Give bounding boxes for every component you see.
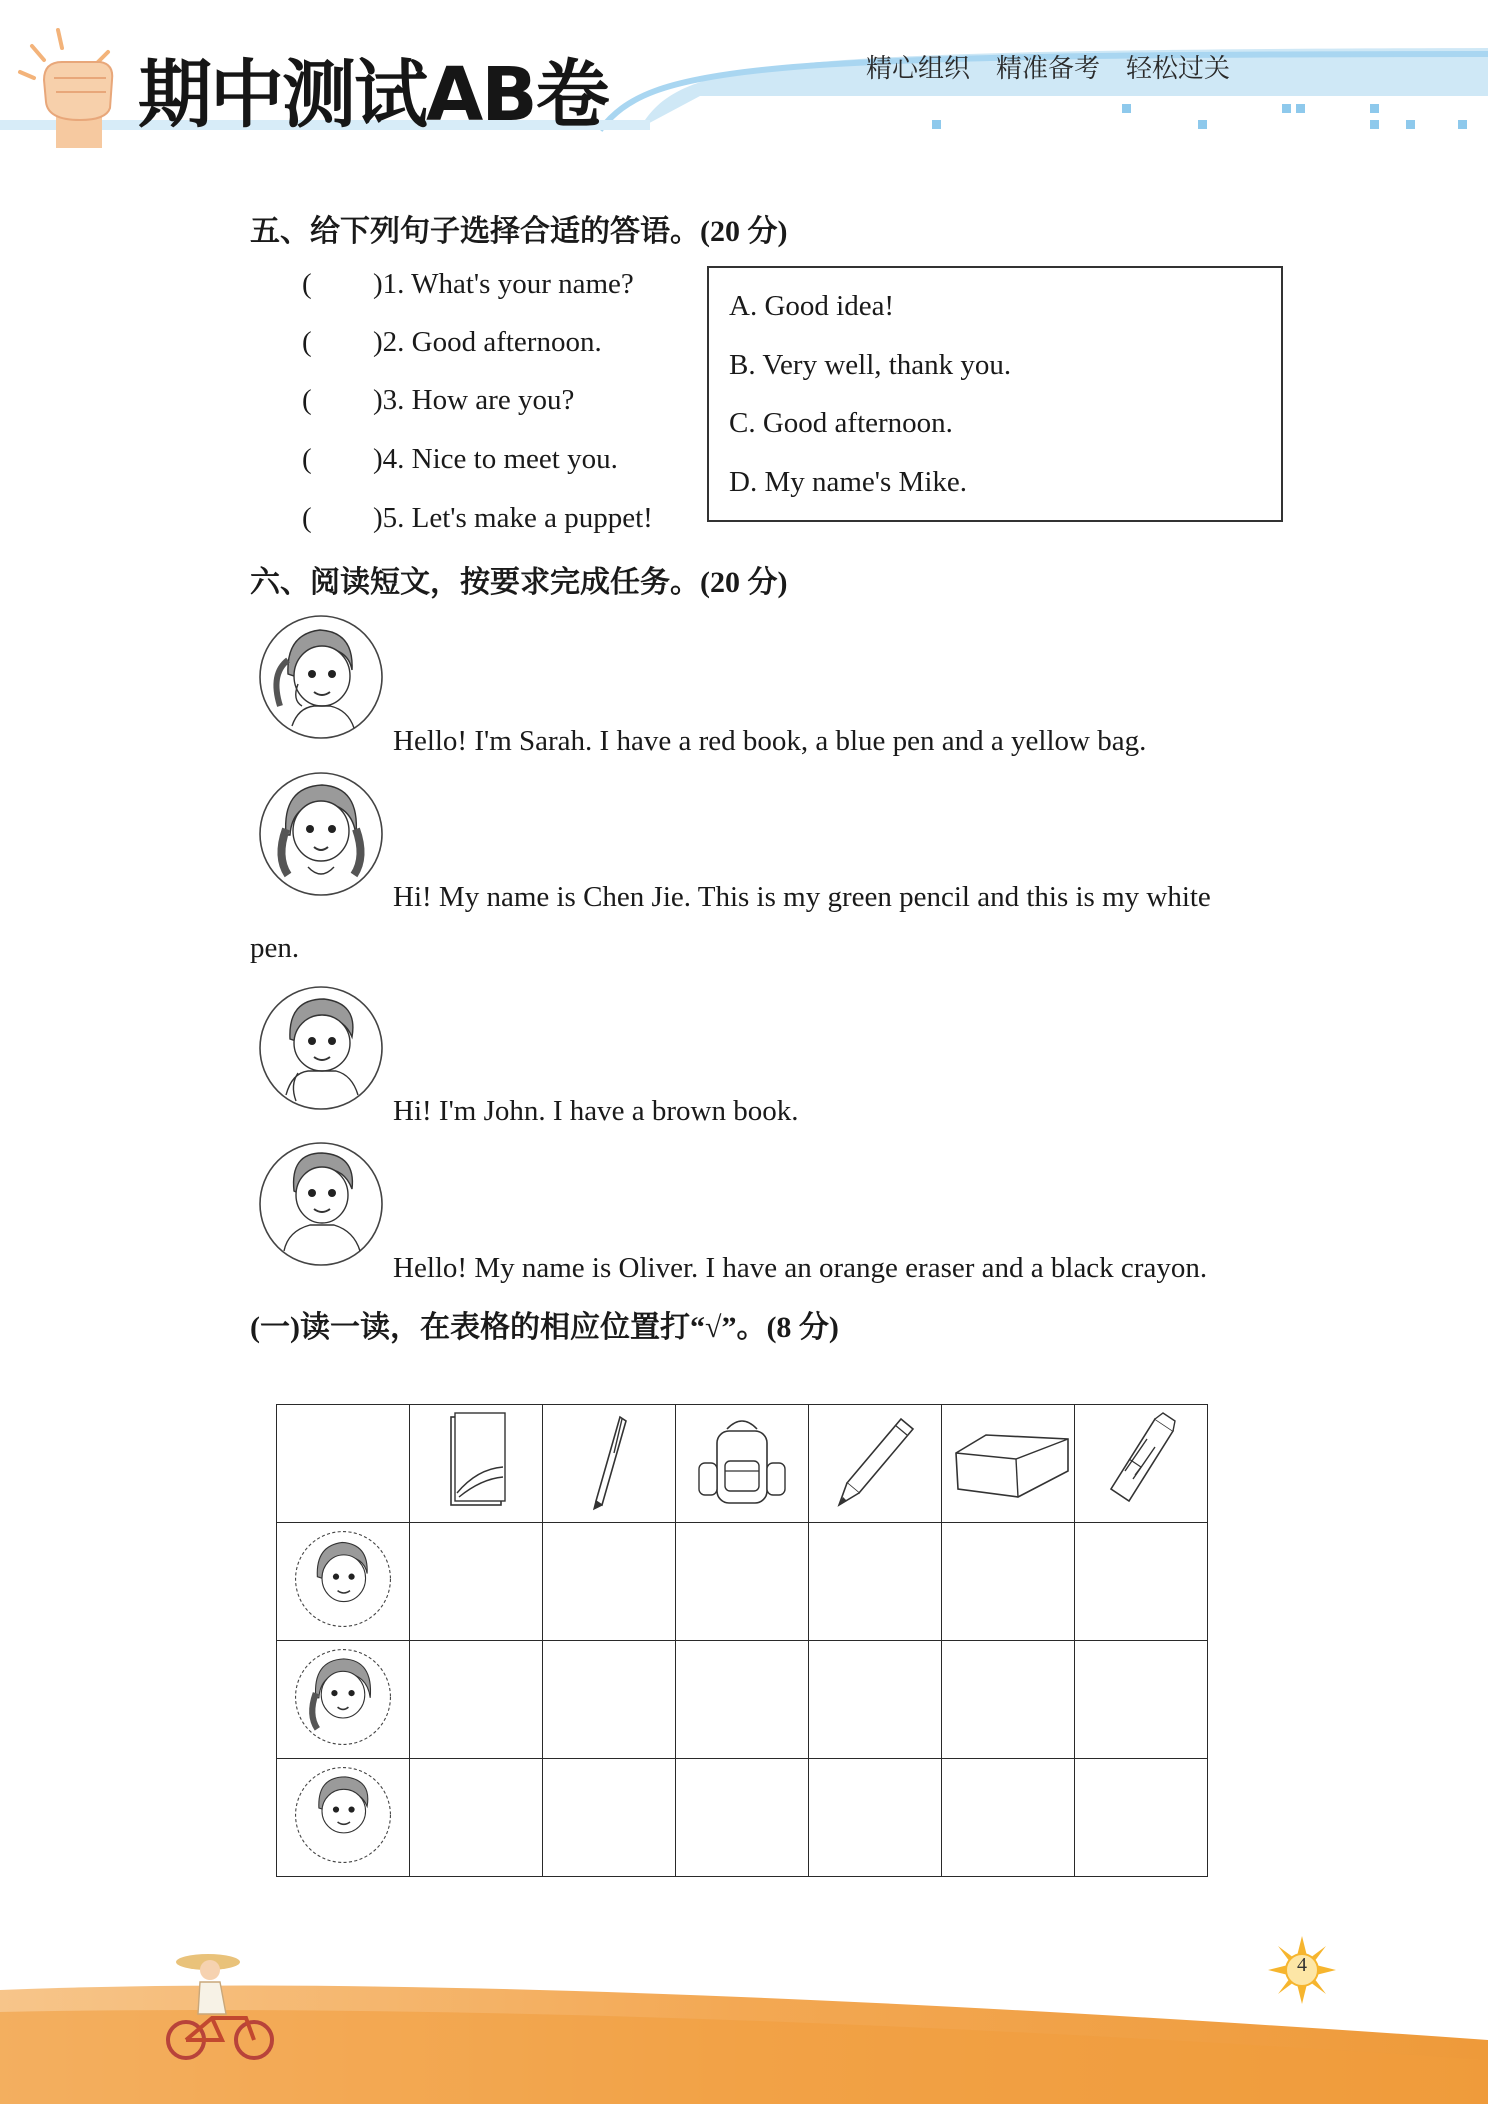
answer-cell[interactable] [543,1759,676,1877]
fist-logo-icon [10,22,130,150]
sarah-avatar [258,614,384,740]
table-header-cell [676,1405,809,1523]
passage-1: Hello! I'm Sarah. I have a red book, a blue pen and a yellow bag. [393,725,1147,757]
answer-cell[interactable] [543,1641,676,1759]
answer-cell[interactable] [543,1523,676,1641]
checklist-table [276,1404,1208,1877]
answer-cell[interactable] [809,1641,942,1759]
question-2: ( )2. Good afternoon. [302,326,602,358]
chen-jie-avatar [258,771,384,897]
table-header-cell [410,1405,543,1523]
pen-icon [564,1409,654,1513]
table-header-cell [1075,1405,1208,1523]
question-5: ( )5. Let's make a puppet! [302,502,653,534]
crayon-icon [1091,1409,1191,1513]
row-avatar-cell [277,1759,410,1877]
table-row [277,1759,1208,1877]
answer-cell[interactable] [942,1759,1075,1877]
table-row [277,1523,1208,1641]
table-corner-cell [277,1405,410,1523]
answer-cell[interactable] [1075,1523,1208,1641]
section-5-heading: 五、给下列句子选择合适的答语。(20 分) [250,215,788,248]
eraser-icon [946,1409,1070,1513]
passage-2-line-1: Hi! My name is Chen Jie. This is my green pencil and this is my white [393,881,1211,913]
passage-3: Hi! I'm John. I have a brown book. [393,1095,799,1127]
answer-cell[interactable] [1075,1641,1208,1759]
header-slogans [866,48,1256,85]
table-header-cell [809,1405,942,1523]
answer-cell[interactable] [410,1759,543,1877]
table-header-cell [543,1405,676,1523]
john-small-avatar [294,1766,392,1864]
answer-cell[interactable] [410,1523,543,1641]
option-c: C. Good afternoon. [729,407,953,439]
subtask-heading: (一)读一读，在表格的相应位置打“√”。(8 分) [250,1311,839,1344]
book-icon [431,1409,521,1513]
bag-icon [687,1409,797,1513]
answer-cell[interactable] [1075,1759,1208,1877]
slogan-1: 精心组织 [866,54,971,84]
john-avatar [258,985,384,1111]
slogan-2: 精准备考 [996,54,1101,84]
answer-cell[interactable] [676,1523,809,1641]
row-avatar-cell [277,1523,410,1641]
option-d: D. My name's Mike. [729,466,968,498]
cyclist-icon [156,1948,286,2064]
table-header-row [277,1405,1208,1523]
answer-cell[interactable] [809,1523,942,1641]
answer-cell[interactable] [676,1641,809,1759]
question-1: ( )1. What's your name? [302,268,634,300]
chen-jie-small-avatar [294,1648,392,1746]
answer-cell[interactable] [942,1523,1075,1641]
pencil-icon [825,1409,925,1513]
table-row [277,1641,1208,1759]
option-b: B. Very well, thank you. [729,349,1012,381]
slogan-3: 轻松过关 [1126,54,1231,84]
oliver-avatar [258,1141,384,1267]
page-number: 4 [1297,1954,1307,1976]
sarah-small-avatar [294,1530,392,1628]
row-avatar-cell [277,1641,410,1759]
section-6-heading: 六、阅读短文，按要求完成任务。(20 分) [250,566,788,599]
passage-4: Hello! My name is Oliver. I have an orange eraser and a black crayon. [393,1252,1208,1284]
question-3: ( )3. How are you? [302,384,575,416]
answer-cell[interactable] [410,1641,543,1759]
question-4: ( )4. Nice to meet you. [302,443,618,475]
answer-cell[interactable] [809,1759,942,1877]
answer-cell[interactable] [676,1759,809,1877]
answer-cell[interactable] [942,1641,1075,1759]
table-header-cell [942,1405,1075,1523]
option-a: A. Good idea! [729,290,895,322]
page-title: 期中测试AB卷 [138,52,608,138]
passage-2-line-2: pen. [250,932,300,964]
